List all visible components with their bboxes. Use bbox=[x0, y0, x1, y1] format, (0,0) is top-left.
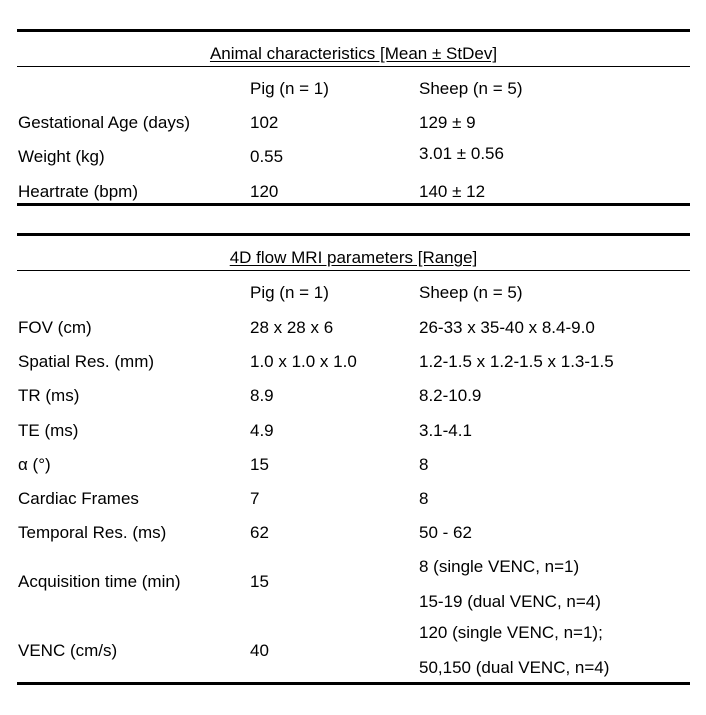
table2-row-label: Spatial Res. (mm) bbox=[18, 352, 155, 371]
table1-bottom-rule bbox=[17, 203, 690, 206]
table1-row-label: Heartrate (bpm) bbox=[18, 182, 138, 201]
acquisition-time-sheep-line2: 15-19 (dual VENC, n=4) bbox=[419, 592, 601, 611]
table2-bottom-rule bbox=[17, 682, 690, 685]
table1-top-rule bbox=[17, 29, 690, 32]
table2-row-sheep: 3.1-4.1 bbox=[419, 421, 472, 440]
venc-sheep-line2: 50,150 (dual VENC, n=4) bbox=[419, 658, 610, 677]
acquisition-time-label: Acquisition time (min) bbox=[18, 572, 181, 591]
table2-row-label: Cardiac Frames bbox=[18, 489, 139, 508]
table2-row-pig: 4.9 bbox=[250, 421, 274, 440]
table2-header-sheep: Sheep (n = 5) bbox=[419, 283, 523, 302]
table1-row-label: Gestational Age (days) bbox=[18, 113, 190, 132]
table2-row-pig: 62 bbox=[250, 523, 269, 542]
table2-row-pig: 15 bbox=[250, 455, 269, 474]
acquisition-time-pig: 15 bbox=[250, 572, 269, 591]
table2-row-sheep: 8 bbox=[419, 455, 429, 474]
table2-row-label: FOV (cm) bbox=[18, 318, 92, 337]
venc-pig: 40 bbox=[250, 641, 269, 660]
table2-row-sheep: 1.2-1.5 x 1.2-1.5 x 1.3-1.5 bbox=[419, 352, 614, 371]
table2-row-pig: 7 bbox=[250, 489, 260, 508]
table1-row-sheep: 129 ± 9 bbox=[419, 113, 476, 132]
table2-row-sheep: 8 bbox=[419, 489, 429, 508]
table2-title-rule bbox=[17, 270, 690, 271]
table2-row-label: α (°) bbox=[18, 455, 51, 474]
table2-row-pig: 8.9 bbox=[250, 386, 274, 405]
table2-row-sheep: 8.2-10.9 bbox=[419, 386, 482, 405]
acquisition-time-sheep-line1: 8 (single VENC, n=1) bbox=[419, 557, 580, 576]
table1-header-pig: Pig (n = 1) bbox=[250, 79, 329, 98]
table2-title: 4D flow MRI parameters [Range] bbox=[229, 248, 478, 267]
table1-row-pig: 0.55 bbox=[250, 147, 284, 166]
table1-row-pig: 102 bbox=[250, 113, 279, 132]
table2-row-pig: 1.0 x 1.0 x 1.0 bbox=[250, 352, 357, 371]
table2-row-sheep: 50 - 62 bbox=[419, 523, 472, 542]
table1-row-pig: 120 bbox=[250, 182, 279, 201]
table1-row-sheep: 3.01 ± 0.56 bbox=[419, 144, 504, 163]
table2-header-pig: Pig (n = 1) bbox=[250, 283, 329, 302]
table2-row-pig: 28 x 28 x 6 bbox=[250, 318, 334, 337]
venc-sheep-line1: 120 (single VENC, n=1); bbox=[419, 623, 603, 642]
table2-row-sheep: 26-33 x 35-40 x 8.4-9.0 bbox=[419, 318, 595, 337]
table2-row-label: Temporal Res. (ms) bbox=[18, 523, 167, 542]
table1-row-label: Weight (kg) bbox=[18, 147, 105, 166]
table2-row-label: TR (ms) bbox=[18, 386, 80, 405]
table1-row-sheep: 140 ± 12 bbox=[419, 182, 486, 201]
table1-title-rule bbox=[17, 66, 690, 67]
table1-title: Animal characteristics [Mean ± StDev] bbox=[209, 44, 498, 63]
table1-header-sheep: Sheep (n = 5) bbox=[419, 79, 523, 98]
venc-label: VENC (cm/s) bbox=[18, 641, 118, 660]
table2-top-rule bbox=[17, 233, 690, 236]
table2-row-label: TE (ms) bbox=[18, 421, 79, 440]
